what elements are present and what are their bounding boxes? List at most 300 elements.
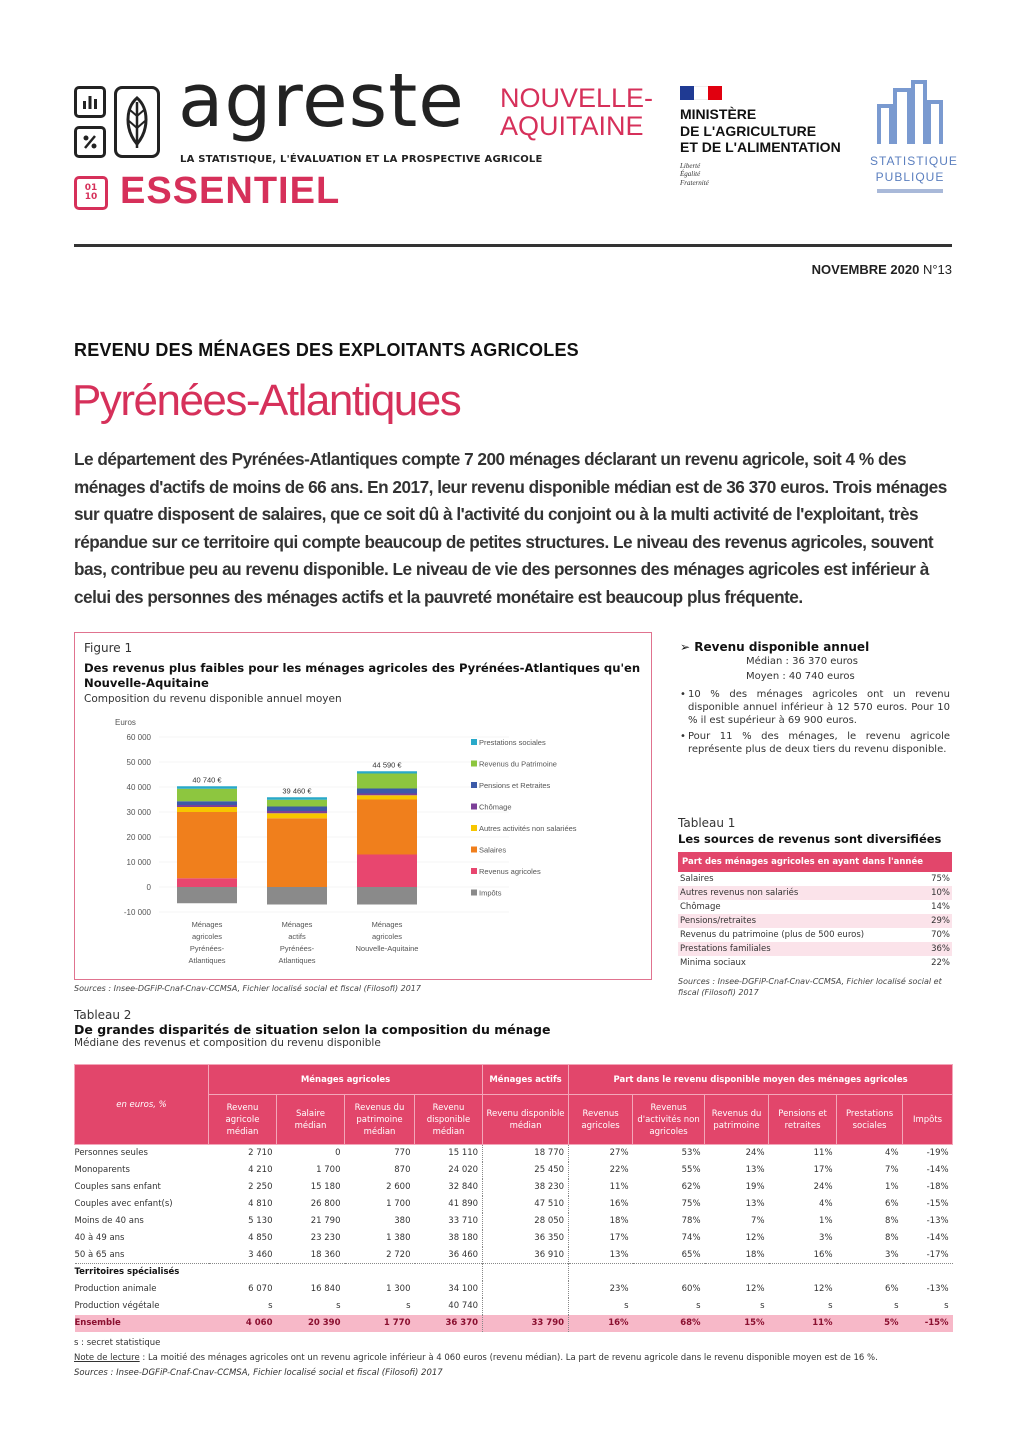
table-cell: 11% [609,1182,629,1192]
table-cell: 12% [745,1233,765,1243]
table-row [678,872,952,886]
bar-segment [357,800,417,855]
table-row [678,900,952,914]
legend-swatch [471,890,477,896]
table-cell: 1 380 [386,1233,411,1243]
bar-segment [177,801,237,805]
table-cell: 19% [745,1182,765,1192]
table-cell: 2 720 [386,1249,411,1260]
empty-cell [483,1264,569,1281]
column-header: Revenus d'activités non agricoles [633,1095,705,1145]
legend-label: Prestations sociales [479,738,546,747]
republic-motto [680,162,709,187]
motto-line-3: Fraternité [680,178,709,187]
bar-total-label: 44 590 € [372,760,402,770]
group-part-revenu: Part dans le revenu disponible moyen des ménages agricoles [569,1065,953,1095]
reading-note [74,1351,952,1366]
table-cell: 16% [813,1249,833,1260]
table-cell: 6% [885,1199,899,1209]
table-2-subtitle: Médiane des revenus et composition du revenu disponible [74,1037,381,1049]
stat-line-1: STATISTIQUE [870,154,958,168]
bar-segment [177,805,237,807]
table-cell: 870 [394,1165,411,1175]
sidebar-bullets [680,688,950,756]
table-cell: 18% [609,1216,629,1226]
table-cell: 16 840 [310,1284,341,1294]
x-tick-label: Atlantiques [278,956,316,965]
table-cell: -14% [926,1233,949,1243]
sidebar-bullet: • Pour 11 % des ménages, le revenu agricole représente plus de deux tiers du revenu disponible. [680,730,950,756]
row-value: 14% [931,901,950,912]
bar-segment [177,789,237,802]
figure-title: Des revenus plus faibles pour les ménages agricoles des Pyrénées-Atlantiques qu'en Nouvelle-Aquitaine [84,661,641,690]
bar-segment [357,789,417,794]
table-cell: -17% [926,1249,949,1260]
row-value: 70% [931,929,950,940]
legend-swatch [471,868,477,874]
legend-swatch [471,739,477,745]
issue-date [812,262,952,277]
row-label: Couples sans enfant [74,1182,161,1192]
table-cell: 60% [681,1284,701,1294]
table-cell: 15 110 [415,1145,483,1162]
table-cell: 5% [837,1315,903,1332]
bar-segment [177,786,237,789]
table-cell: 38 180 [415,1230,483,1247]
row-label: Personnes seules [74,1148,148,1159]
table-row [75,1179,953,1196]
bar-segment [177,812,237,878]
column-header: Revenu disponible médian [483,1095,569,1145]
table-cell: s [696,1301,701,1311]
x-tick-label: actifs [288,932,306,941]
table-cell: 27% [609,1148,629,1159]
table-cell: 36 460 [415,1247,483,1264]
table-cell: 18 770 [483,1145,569,1162]
table-cell: s [268,1301,273,1311]
bar-segment [267,818,327,887]
table-cell: 23 230 [310,1233,341,1243]
table-cell: 41 890 [415,1196,483,1213]
table-row [678,942,952,956]
ministry-name [680,106,841,156]
sidebar-title-text: Revenu disponible annuel [694,640,870,654]
table-1 [678,816,952,998]
stacked-bar-chart [75,709,651,979]
legend-label: Autres activités non salariées [479,824,577,833]
table-cell: 380 [394,1216,411,1226]
table-cell: -15% [926,1199,949,1209]
legend-label: Pensions et Retraites [479,781,551,790]
column-header: Pensions et retraites [769,1095,837,1145]
table-cell: 55% [681,1165,701,1175]
table-cell: 4% [885,1148,899,1159]
secret-note: s : secret statistique [74,1338,161,1348]
legend-swatch [471,804,477,810]
region-line-1: NOUVELLE- [500,83,654,113]
row-label: Ensemble [75,1315,209,1332]
y-tick-label: 60 000 [126,733,151,742]
article-kicker: REVENU DES MÉNAGES DES EXPLOITANTS AGRICOLES [74,340,579,360]
table-cell: 1% [885,1182,899,1192]
table-cell: s [336,1301,341,1311]
row-label: Monoparents [74,1165,130,1175]
table-cell: 4 060 [209,1315,277,1332]
table-cell: 23% [609,1284,629,1294]
bar-total-label: 39 460 € [282,786,312,796]
table-cell: 6% [885,1284,899,1294]
sidebar-title [680,640,950,654]
table-cell: 16% [569,1315,633,1332]
binary-icon-bottom: 10 [84,192,98,202]
legend-label: Chômage [479,802,512,812]
table-cell: 12% [745,1284,765,1294]
bar-total-label: 40 740 € [192,775,222,785]
table-cell: 1% [819,1216,833,1226]
x-tick-label: Pyrénées- [189,944,225,953]
y-tick-label: -10 000 [123,908,151,917]
table-cell: 17% [609,1233,629,1243]
table-2-sources: Sources : Insee-DGFiP-Cnaf-Cnav-CCMSA, Fichier localisé social et fiscal (Filosofi) 2017 [74,1368,443,1378]
row-label: 40 à 49 ans [74,1233,125,1243]
column-header: Impôts [903,1095,953,1145]
table-cell: 4% [819,1199,833,1209]
row-label: Revenus du patrimoine (plus de 500 euros) [680,929,865,940]
table-1-header: Part des ménages agricoles en ayant dans l'année [678,852,952,872]
row-value: 36% [922,942,952,956]
table-row [678,914,952,928]
table-cell: 36 910 [483,1247,569,1264]
y-tick-label: 40 000 [126,783,151,792]
table-cell: 13% [745,1199,765,1209]
statistique-publique-text [870,154,958,185]
motto-line-2: Égalité [680,170,701,179]
x-tick-label: Ménages [371,920,403,929]
row-label: Pensions/retraites [678,914,922,928]
empty-cell [209,1264,277,1281]
masthead [74,58,958,220]
brand-tagline: LA STATISTIQUE, L'ÉVALUATION ET LA PROSPECTIVE AGRICOLE [180,154,543,165]
column-header: Revenu agricole médian [209,1095,277,1145]
table-1-sources: Sources : Insee-DGFiP-Cnaf-Cnav-CCMSA, Fichier localisé social et fiscal (Filosofi) 2017 [678,977,942,997]
statistique-publique-bar [877,189,943,193]
column-header: Revenus du patrimoine médian [345,1095,415,1145]
empty-cell [277,1264,345,1281]
table-cell: -13% [926,1216,949,1226]
group-menages-agricoles: Ménages agricoles [209,1065,483,1095]
empty-cell [345,1264,415,1281]
table-cell: 78% [681,1216,701,1226]
table-cell [483,1281,569,1298]
table-cell: 0 [335,1148,341,1159]
publication-date: NOVEMBRE 2020 [811,262,920,277]
binary-icon [74,176,108,210]
bar-segment [267,807,327,812]
table-row [75,1213,953,1230]
table-cell: 8% [885,1233,899,1243]
statistique-publique-logo [870,80,958,193]
column-header: Salaire médian [277,1095,345,1145]
table-cell: 2 600 [386,1182,411,1192]
bar-segment [177,878,237,887]
empty-cell [633,1264,705,1281]
x-tick-label: agricoles [191,932,223,941]
table-1-title: Les sources de revenus sont diversifiées [678,832,942,846]
table-cell: -18% [926,1182,949,1192]
table-cell: 40 740 [415,1298,483,1315]
table-row [678,928,952,942]
table-cell: 22% [609,1165,629,1175]
table-cell: 36 350 [483,1230,569,1247]
empty-cell [903,1264,953,1281]
legend-swatch [471,782,477,788]
table-row [75,1145,953,1162]
bar-segment [267,887,327,905]
table-cell: 5 130 [248,1216,273,1226]
table-cell: 18% [745,1249,765,1260]
table-cell: -19% [926,1148,949,1159]
sidebar-bullet: • 10 % des ménages agricoles ont un revenu disponible annuel inférieur à 12 570 euros. Pour 10 % il est supérieur à 69 900 euros. [680,688,950,727]
figure-1 [74,632,652,980]
legend-swatch [471,847,477,853]
table-cell: 18 360 [310,1249,341,1260]
table-row [75,1162,953,1179]
row-label: 50 à 65 ans [74,1249,125,1260]
region-name [500,84,653,141]
brand-name: agreste [178,58,465,144]
table-cell: 47 510 [483,1196,569,1213]
x-tick-label: Ménages [281,920,313,929]
table-cell: 36 370 [415,1315,483,1332]
table-cell: 3% [885,1249,899,1260]
legend-label: Impôts [479,888,502,898]
table-cell: 33 710 [415,1213,483,1230]
sidebar-mean: Moyen : 40 740 euros [746,671,855,682]
bar-segment [357,855,417,888]
bar-segment [267,800,327,807]
total-row [75,1315,953,1332]
bar-segment [357,795,417,799]
table-cell: 3% [819,1233,833,1243]
x-tick-label: agricoles [371,932,403,941]
bar-segment [357,774,417,789]
bar-segment [357,771,417,773]
bar-segment [267,797,327,800]
table-cell: 32 840 [415,1179,483,1196]
table-cell: 1 300 [386,1284,411,1294]
column-header: Revenus du patrimoine [705,1095,769,1145]
row-label: Minima sociaux [680,957,746,968]
bar-segment [177,887,237,903]
table-cell: 1 700 [316,1165,341,1175]
table-cell: -15% [903,1315,953,1332]
table-cell: 11% [769,1315,837,1332]
empty-cell [415,1264,483,1281]
arrow-icon: ➢ [680,640,691,654]
table-cell: 4 810 [248,1199,273,1209]
legend-label: Salaires [479,845,507,855]
empty-cell [569,1264,633,1281]
row-value: 29% [922,914,952,928]
leaf-icon [114,86,160,158]
table-cell: s [624,1301,629,1311]
row-label: Couples avec enfant(s) [74,1199,173,1209]
table-cell: 2 710 [248,1148,273,1159]
bar-segment [357,794,417,796]
table-cell: s [828,1301,833,1311]
table-cell: 21 790 [310,1216,341,1226]
table-2-label: Tableau 2 [74,1008,132,1022]
reading-note-label: Note de lecture [74,1353,140,1363]
table-cell: 15 180 [310,1182,341,1192]
table-cell: s [406,1301,411,1311]
table-cell: 6 070 [248,1284,273,1294]
figure-label: Figure 1 [84,641,133,655]
article-lead: Le département des Pyrénées-Atlantiques compte 7 200 ménages déclarant un revenu agricole, soit 4 % des ménages d'actifs de moins de 66 ans. En 2017, leur revenu disponible médian est de 36 370 euros. Trois ménages sur quatre disposent de salaires, que ce soit dû à l'activité du conjoint ou à la multi activité de l'exploitant, très répandue sur ce territoire qui compte beaucoup de petites structures. Le niveau des revenus agricoles, souvent bas, contribue peu au revenu disponible. Le niveau de vie des personnes des ménages agricoles est inférieur à celui des personnes des ménages actifs et la pauvreté monétaire est beaucoup plus fréquente. [74,449,947,607]
bar-segment [357,887,417,905]
row-label: Production végétale [74,1301,160,1311]
table-cell: 17% [813,1165,833,1175]
x-tick-label: Pyrénées- [279,944,315,953]
stat-line-2: PUBLIQUE [875,169,945,184]
binary-icon-top: 01 [84,182,98,193]
motto-line-1: Liberté [680,162,701,170]
table-cell: 12% [813,1284,833,1294]
row-value: 22% [931,957,950,968]
table-row [75,1230,953,1247]
table-cell: 1 700 [386,1199,411,1209]
column-header: Prestations sociales [837,1095,903,1145]
bar-segment [177,807,237,812]
table-cell: 1 770 [345,1315,415,1332]
table-row [678,956,952,970]
table-cell: 24 020 [415,1162,483,1179]
table-cell: s [894,1301,899,1311]
article-title: Pyrénées-Atlantiques [72,376,461,425]
figure-subtitle: Composition du revenu disponible annuel moyen [84,693,342,705]
column-header: Revenus agricoles [569,1095,633,1145]
ministry-line-2: DE L'AGRICULTURE [680,122,817,139]
table-cell: -14% [926,1165,949,1175]
row-value: 75% [931,873,950,884]
y-tick-label: 0 [146,883,151,892]
table-cell: 24% [813,1182,833,1192]
table-cell: 38 230 [483,1179,569,1196]
empty-cell [837,1264,903,1281]
figure-sources: Sources : Insee-DGFiP-Cnaf-Cnav-CCMSA, Fichier localisé social et fiscal (Filosofi) 2017 [74,984,421,993]
row-label: Salaires [680,873,714,884]
row-label: Autres revenus non salariés [678,886,922,900]
empty-cell [705,1264,769,1281]
table-row [75,1196,953,1213]
table-cell: 53% [681,1148,701,1159]
column-header: Revenu disponible médian [415,1095,483,1145]
ministry-line-3: ET DE L'ALIMENTATION [680,139,841,156]
section-row [75,1264,953,1281]
table-cell: 2 250 [248,1182,273,1192]
table-2-corner: en euros, % [75,1065,209,1145]
x-tick-label: Ménages [191,920,223,929]
issue-number: N°13 [922,262,952,277]
table-cell: 68% [633,1315,705,1332]
table-cell: 8% [885,1216,899,1226]
table-cell: 25 450 [483,1162,569,1179]
row-value: 10% [922,886,952,900]
table-cell: 15% [705,1315,769,1332]
table-cell: s [760,1301,765,1311]
table-cell: 74% [681,1233,701,1243]
table-cell: 7% [751,1216,765,1226]
group-menages-actifs: Ménages actifs [483,1065,569,1095]
table-cell: 62% [681,1182,701,1192]
percent-icon [74,126,106,158]
legend-label: Revenus du Patrimoine [479,759,557,769]
table-2-grid [74,1064,953,1332]
row-label: Moins de 40 ans [74,1216,144,1226]
y-tick-label: 10 000 [126,858,151,867]
series-name: ESSENTIEL [120,170,341,212]
table-cell: 24% [745,1148,765,1159]
table-2-title: De grandes disparités de situation selon la composition du ménage [74,1022,551,1037]
table-cell: 4 850 [248,1233,273,1243]
x-tick-label: Nouvelle-Aquitaine [355,944,419,953]
ministry-line-1: MINISTÈRE [680,106,757,122]
y-axis-label: Euros [115,718,136,727]
table-cell: 13% [609,1249,629,1260]
table-cell: 34 100 [415,1281,483,1298]
y-tick-label: 50 000 [126,758,151,767]
y-tick-label: 20 000 [126,833,151,842]
table-cell: 16% [609,1199,629,1209]
legend-label: Revenus agricoles [479,867,541,876]
table-2-heading [74,1008,550,1050]
legend-swatch [471,761,477,767]
table-2-notes [74,1336,952,1381]
logo-icons [74,86,108,166]
row-label: Prestations familiales [678,942,922,956]
header-divider [74,244,952,247]
y-tick-label: 30 000 [126,808,151,817]
row-label: Production animale [74,1284,157,1294]
bar-segment [267,811,327,813]
table-1-grid [678,852,952,970]
french-flag-icon [680,86,722,100]
table-row [678,886,952,900]
x-tick-label: Atlantiques [188,956,226,965]
table-cell: 13% [745,1165,765,1175]
chart-icon [74,86,106,118]
income-sidebar [680,640,950,759]
table-cell: 28 050 [483,1213,569,1230]
table-1-label: Tableau 1 [678,816,736,830]
table-cell: s [944,1301,949,1311]
table-row [75,1298,953,1315]
table-row [75,1281,953,1298]
legend-swatch [471,825,477,831]
table-cell: 7% [885,1165,899,1175]
table-cell: 26 800 [310,1199,341,1209]
table-cell: 4 210 [248,1165,273,1175]
table-row [75,1247,953,1264]
row-label: Chômage [680,901,721,912]
table-cell: 3 460 [248,1249,273,1260]
table-cell: -13% [926,1284,949,1294]
bar-segment [267,813,327,818]
section-label: Territoires spécialisés [75,1264,209,1281]
table-cell: 33 790 [483,1315,569,1332]
table-cell: 20 390 [277,1315,345,1332]
table-cell: 770 [394,1148,411,1159]
